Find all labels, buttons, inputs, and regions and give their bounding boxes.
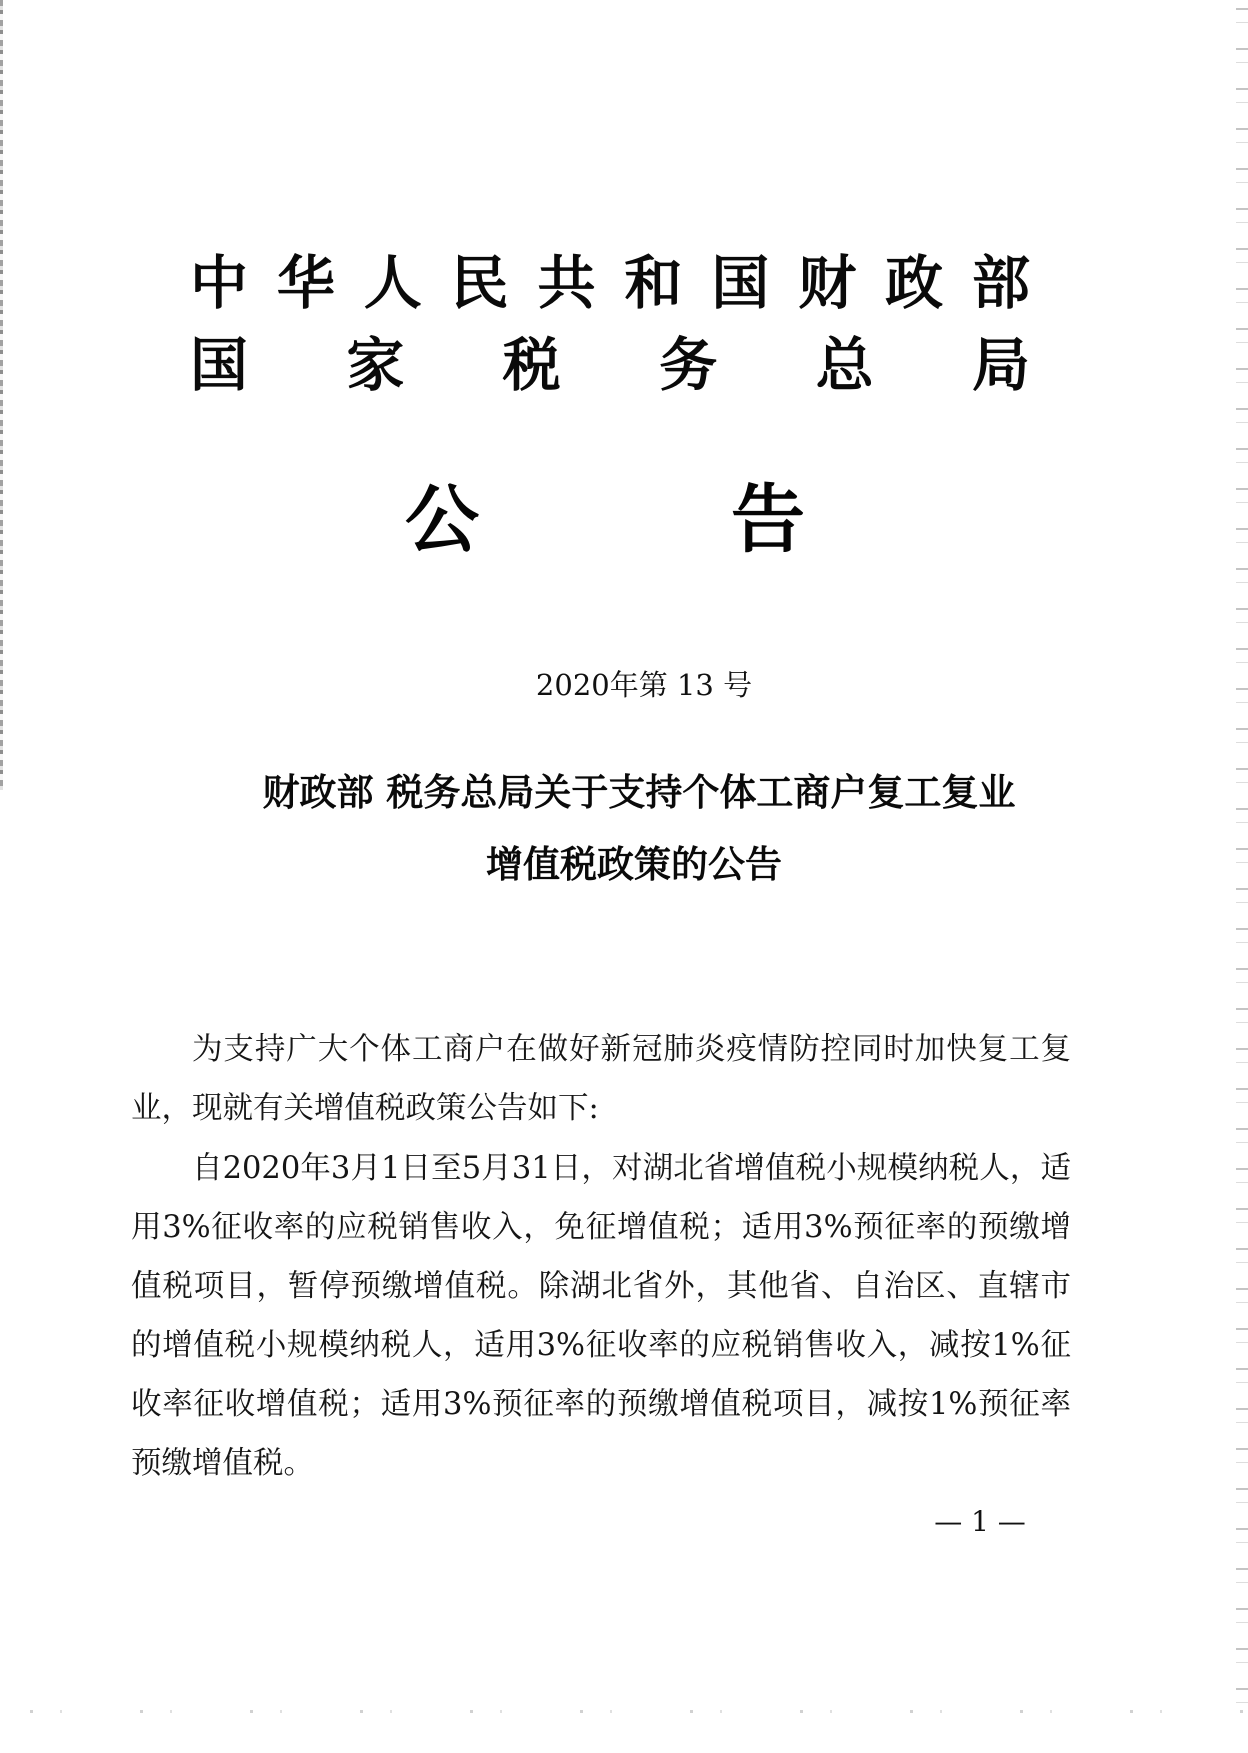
announcement-body	[131, 1020, 1071, 1494]
page-number: — 1 —	[934, 1505, 1026, 1538]
scan-edge-bottom	[0, 1710, 1248, 1713]
document-number: 2020年第 13 号	[535, 668, 753, 702]
issuer-ministry-of-finance: 中华人民共和国财政部	[190, 249, 1030, 317]
body-paragraph-1: 为支持广大个体工商户在做好新冠肺炎疫情防控同时加快复工复业，现就有关增值税政策公告如下:	[131, 1032, 1071, 1126]
document-type-heading: 公告	[405, 477, 805, 563]
announcement-title-line-2: 增值税政策的公告	[486, 843, 782, 886]
announcement-title-line-1: 财政部 税务总局关于支持个体工商户复工复业	[262, 771, 1016, 814]
body-paragraph-2: 自2020年3月1日至5月31日，对湖北省增值税小规模纳税人，适用3%征收率的应税销售收入，免征增值税；适用3%预征率的预缴增值税项目，暂停预缴增值税。除湖北省外，其他省、自治区、直辖市的增值税小规模纳税人，适用3%征收率的应税销售收入，减按1%征收率征收增值税；适用3%预征率的预缴增值税项目，减按1%预征率预缴增值税。	[131, 1151, 1071, 1481]
issuer-state-taxation-administration: 国家税务总局	[190, 331, 1030, 399]
